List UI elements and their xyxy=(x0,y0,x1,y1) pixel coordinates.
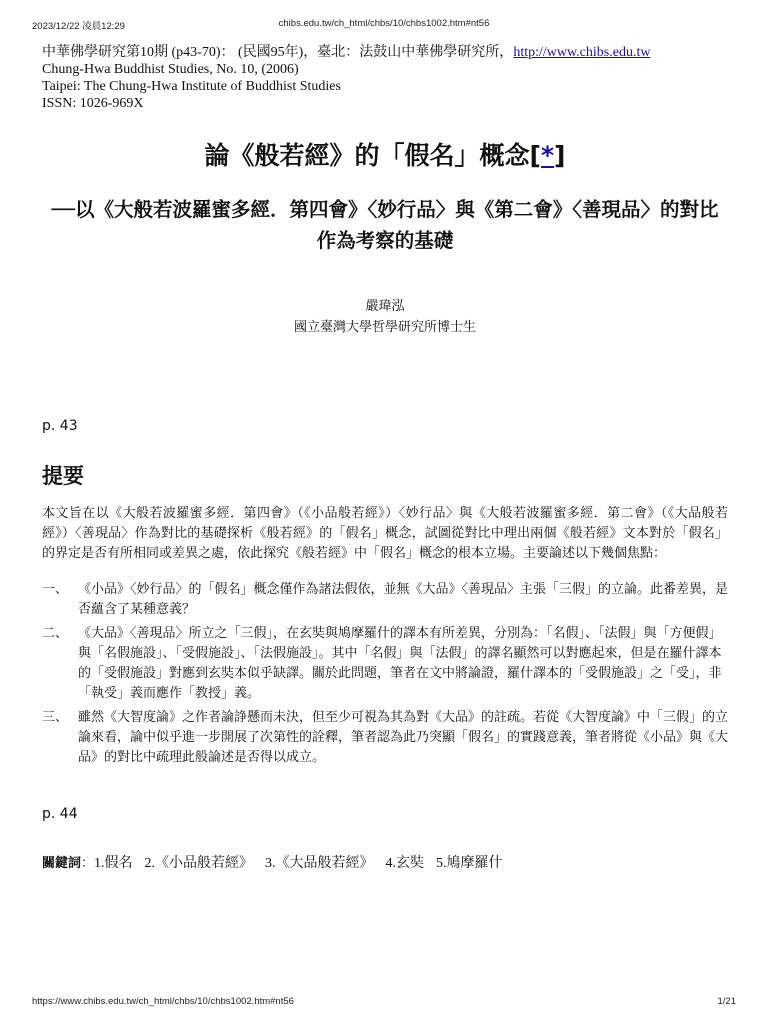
citation-source: 中華佛學研究第10期 (p43-70)： (民國95年)，臺北：法鼓山中華佛學研究所， xyxy=(42,45,514,60)
author-name: 嚴瑋泓 xyxy=(365,299,405,314)
point-text: 《大品》〈善現品〉所立之「三假」，在玄奘與鳩摩羅什的譯本有所差異，分別為：「名假」、「法假」與「方便假」與「名假施設」、「受假施設」、「法假施設」。其中「名假」與「法假」的譯名顯然可以對應起來，但是在羅什譯本的「受假施設」對應到玄奘本似乎缺譯。關於此問題，筆者在文中將論證，羅什譯本的「受假施設」之「受」，非「執受」義而應作「教授」義。 xyxy=(78,626,722,701)
keywords-line xyxy=(42,852,728,872)
citation-line-3: Taipei: The Chung-Hwa Institute of Buddhist Studies xyxy=(42,79,341,94)
point-text: 雖然《大智度論》之作者論諍懸而未決，但至少可視為其為對《大品》的註疏。若從《大智度論》中「三假」的立論來看，論中似乎進一步開展了次第性的詮釋，筆者認為此乃突顯「假名」的實踐意義，筆者將從《小品》與《大品》的對比中疏理此般論述是否得以成立。 xyxy=(78,710,729,765)
abstract-heading: 提要 xyxy=(42,464,84,488)
page-subtitle: ──以《大般若波羅蜜多經．第四會》〈妙行品〉與《第二會》〈善現品〉的對比作為考察的基礎 xyxy=(51,198,719,252)
point-text: 《小品》〈妙行品〉的「假名」概念僅作為諸法假依，並無《大品》〈善現品〉主張「三假」的立論。此番差異，是否蘊含了某種意義？ xyxy=(78,582,729,617)
point-number: 三、 xyxy=(42,710,69,725)
citation-line-1 xyxy=(42,44,728,61)
point-number: 一、 xyxy=(42,582,69,597)
title-bracket-open: [ xyxy=(529,141,541,170)
keyword-item: 3.《大品般若經》 xyxy=(265,856,374,871)
focus-point-3 xyxy=(42,708,728,768)
focus-point-1 xyxy=(42,580,728,620)
focus-points xyxy=(42,580,728,768)
page-marker-44: p. 44 xyxy=(42,806,78,822)
point-number: 二、 xyxy=(42,626,69,641)
citation-line-2: Chung-Hwa Buddhist Studies, No. 10, (2006) xyxy=(42,62,299,77)
page-marker-43: p. 43 xyxy=(42,418,78,434)
author-block xyxy=(42,296,728,338)
footer-url: https://www.chibs.edu.tw/ch_html/chbs/10/chbs1002.htm#nt56 xyxy=(32,996,294,1007)
citation-issn: ISSN: 1026-969X xyxy=(42,96,144,111)
title-text: 論《般若經》的「假名」概念 xyxy=(204,141,530,170)
keywords-label: 關鍵詞 xyxy=(42,856,82,871)
document-body xyxy=(42,44,728,872)
institute-link[interactable]: http://www.chibs.edu.tw xyxy=(513,45,651,60)
focus-point-2 xyxy=(42,624,728,704)
print-url: chibs.edu.tw/ch_html/chbs/10/chbs1002.htm#nt56 xyxy=(278,18,490,29)
title-footnote-link[interactable]: * xyxy=(540,141,555,170)
keyword-item: 1.假名 xyxy=(94,856,133,871)
citation-block xyxy=(42,44,728,112)
page-title xyxy=(42,138,728,174)
keyword-item: 2.《小品般若經》 xyxy=(144,856,254,871)
abstract-body: 本文旨在以《大般若波羅蜜多經．第四會》（《小品般若經》）〈妙行品〉與《大般若波羅蜜多經．第二會》（《大品般若經》）〈善現品〉作為對比的基礎探析《般若經》的「假名」概念，試圖從對比中理出兩個《般若經》文本對於「假名」的界定是否有所相同或差異之處，依此探究《般若經》中「假名」概念的根本立場。主要論述以下幾個焦點： xyxy=(42,506,728,561)
keywords-separator: ： xyxy=(81,856,95,871)
keyword-item: 5.鳩摩羅什 xyxy=(436,856,503,871)
title-bracket-close: ] xyxy=(554,141,566,170)
footer-page-count: 1/21 xyxy=(717,996,736,1007)
print-datetime: 2023/12/22 凌晨12:29 xyxy=(32,21,125,32)
author-affiliation: 國立臺灣大學哲學研究所博士生 xyxy=(293,320,476,335)
keyword-item: 4.玄奘 xyxy=(385,856,425,871)
